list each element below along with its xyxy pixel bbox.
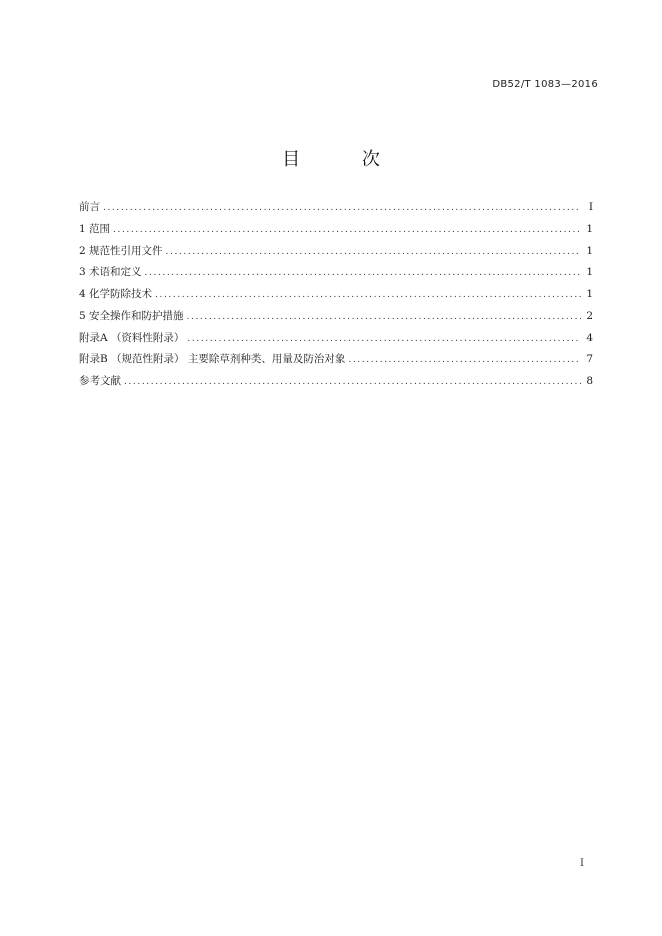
toc-entry-page: 4	[586, 331, 593, 344]
toc-title: 目 次	[282, 149, 408, 170]
toc-entry-page: 8	[586, 375, 593, 387]
toc-entry-label: 1 范围	[79, 222, 111, 235]
toc-entry-page: I	[588, 201, 593, 213]
toc-dot-leader	[166, 247, 581, 257]
toc-entry-scope[interactable]	[79, 221, 593, 243]
toc-entry-label: 前言	[79, 201, 100, 213]
toc-entry-foreword[interactable]	[79, 199, 593, 221]
toc-entry-appendix-b[interactable]	[79, 351, 593, 373]
document-code: DB52/T 1083—2016	[492, 79, 598, 90]
page-number: I	[580, 858, 584, 869]
toc-dot-leader	[348, 355, 581, 365]
toc-dot-leader	[113, 225, 581, 235]
toc-dot-leader	[103, 203, 581, 213]
toc-dot-leader	[155, 290, 581, 300]
toc-dot-leader	[145, 268, 581, 278]
toc-entry-label: 参考文献	[79, 375, 121, 387]
toc-entry-label: 2 规范性引用文件	[79, 244, 163, 257]
toc-entry-appendix-a[interactable]	[79, 330, 593, 352]
toc-entry-page: 1	[586, 288, 593, 300]
toc-dot-leader	[187, 312, 581, 322]
toc-entry-page: 1	[586, 266, 593, 279]
toc-dot-leader	[124, 377, 581, 387]
toc-entry-normative-references[interactable]	[79, 243, 593, 265]
toc-dot-leader	[187, 334, 581, 344]
table-of-contents	[79, 199, 593, 395]
toc-entry-label: 4 化学防除技术	[79, 288, 153, 300]
toc-entry-label: 附录B （规范性附录） 主要除草剂种类、用量及防治对象	[79, 353, 346, 366]
toc-entry-label: 附录A （资料性附录）	[79, 331, 185, 344]
toc-entry-page: 7	[586, 353, 593, 366]
toc-entry-page: 1	[586, 222, 593, 235]
toc-entry-safety-measures[interactable]	[79, 308, 593, 330]
toc-entry-label: 5 安全操作和防护措施	[79, 309, 184, 322]
toc-entry-page: 1	[586, 244, 593, 257]
toc-entry-page: 2	[586, 309, 593, 322]
toc-entry-bibliography[interactable]	[79, 373, 593, 395]
toc-entry-chemical-control[interactable]	[79, 286, 593, 308]
toc-entry-label: 3 术语和定义	[79, 266, 142, 279]
toc-entry-terms-definitions[interactable]	[79, 264, 593, 286]
